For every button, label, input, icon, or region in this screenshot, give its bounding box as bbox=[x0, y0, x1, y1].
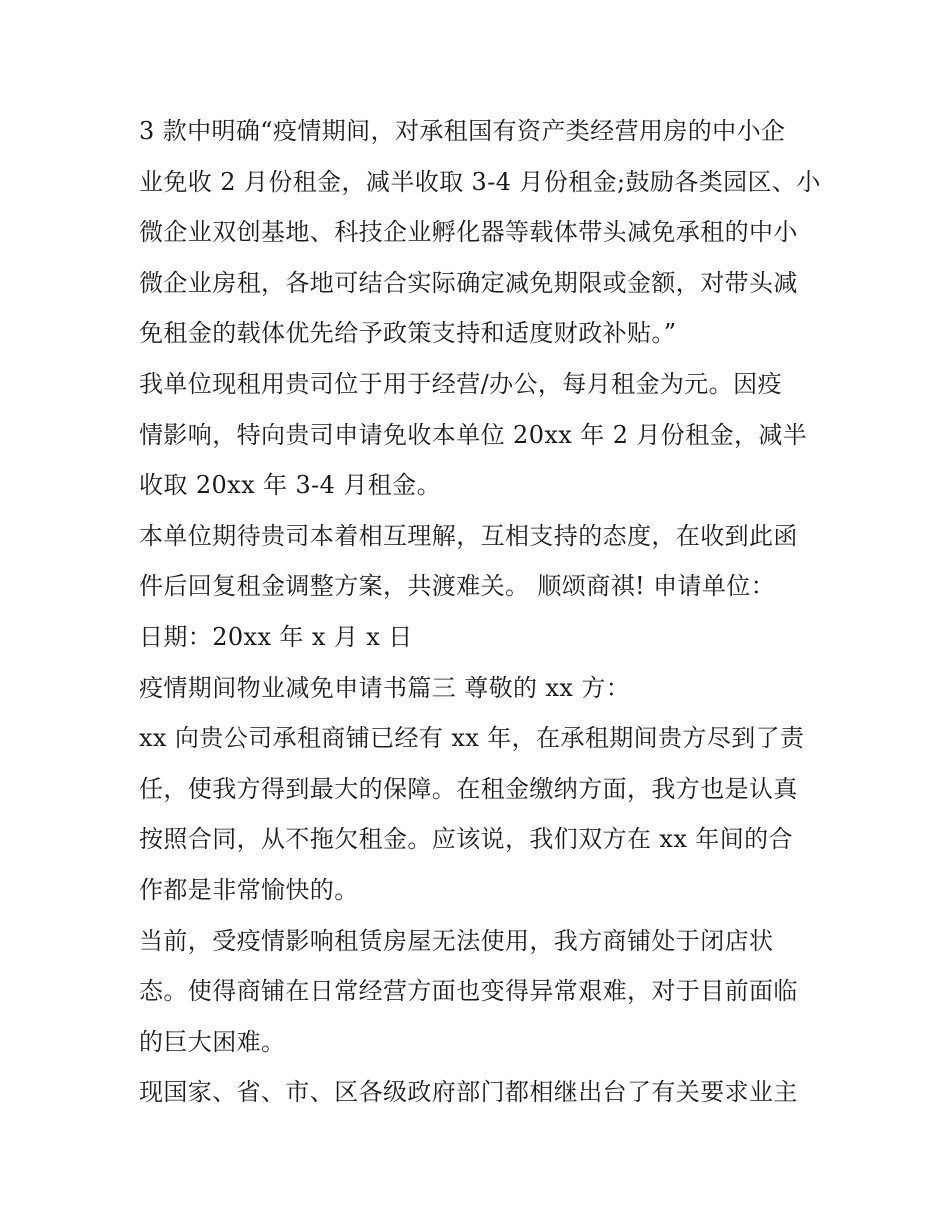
text-line: 收取 20xx 年 3-4 月租金。 bbox=[139, 471, 441, 500]
text-line: 疫情期间物业减免申请书篇三 尊敬的 xx 方： bbox=[139, 673, 631, 702]
text-line: 件后回复租金调整方案，共渡难关。 顺颂商祺! 申请单位： bbox=[139, 572, 776, 601]
document-body bbox=[139, 106, 819, 1118]
text-line: 日期：20xx 年 x 月 x 日 bbox=[139, 622, 413, 651]
text-line: 3 款中明确“疫情期间，对承租国有资产类经营用房的中小企 bbox=[139, 117, 786, 145]
text-line: 任，使我方得到最大的保障。在租金缴纳方面，我方也是认真 bbox=[139, 774, 798, 803]
text-line: 现国家、省、市、区各级政府部门都相继出台了有关要求业主 bbox=[139, 1078, 798, 1107]
text-line: 微企业房租，各地可结合实际确定减免期限或金额，对带头减 bbox=[139, 268, 798, 297]
text-line: 作都是非常愉快的。 bbox=[139, 875, 359, 904]
text-line: 情影响，特向贵司申请免收本单位 20xx 年 2 月份租金，减半 bbox=[139, 420, 808, 449]
text-line: 本单位期待贵司本着相互理解，互相支持的态度，在收到此函 bbox=[139, 521, 798, 550]
text-line: 当前，受疫情影响租赁房屋无法使用，我方商铺处于闭店状 bbox=[139, 926, 774, 955]
text-line: 免租金的载体优先给予政策支持和适度财政补贴。” bbox=[139, 319, 677, 348]
text-line: 我单位现租用贵司位于用于经营/办公，每月租金为元。因疫 bbox=[139, 369, 782, 398]
text-line: 按照合同，从不拖欠租金。应该说，我们双方在 xx 年间的合 bbox=[139, 825, 793, 854]
text-line: xx 向贵公司承租商铺已经有 xx 年，在承租期间贵方尽到了责 bbox=[139, 724, 805, 753]
text-line: 的巨大困难。 bbox=[139, 1027, 286, 1056]
text-line: 业免收 2 月份租金，减半收取 3-4 月份租金;鼓励各类园区、小 bbox=[139, 167, 821, 196]
text-line: 态。使得商铺在日常经营方面也变得异常艰难，对于目前面临 bbox=[139, 977, 798, 1006]
text-line: 微企业双创基地、科技企业孵化器等载体带头减免承租的中小 bbox=[139, 218, 798, 247]
